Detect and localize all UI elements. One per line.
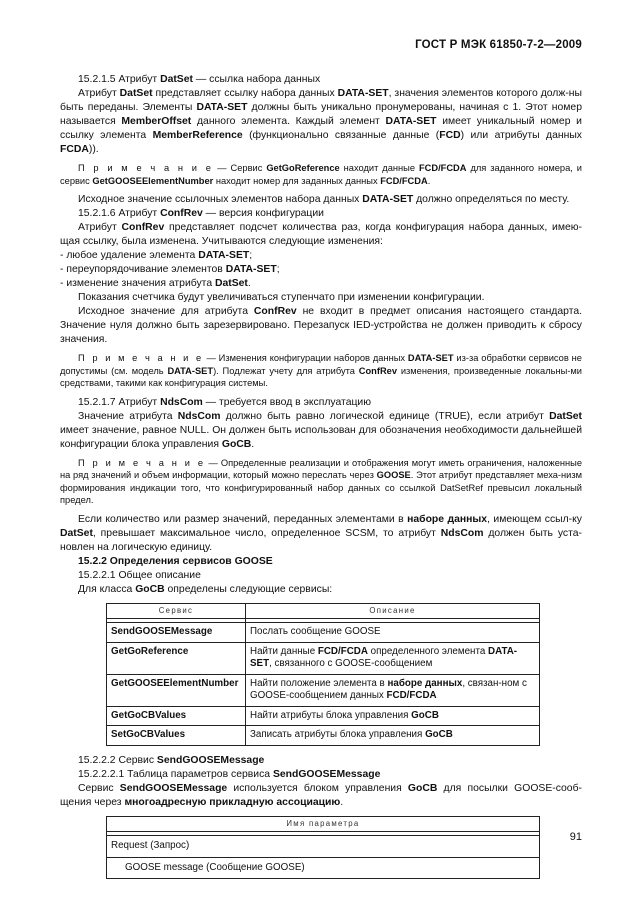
change-list-item: - любое удаление элемента DATA-SET; (60, 250, 253, 261)
datset-description: Атрибут DatSet представляет ссылку набора данных DATA-SET, значения элементов которого долж-ны быть переданы. Элементы DATA-SET должны быть уникально пронумерованы, начиная с 1. Этот номер называется MemberOffset данного элемента. Каждый элемент DATA-SET имеет уникальный номер и ссылку элемента MemberReference (функционально связанные данные (FCD) или атрибуты данных FCDA)). (60, 88, 582, 155)
table-row: Request (Запрос) (107, 836, 540, 858)
change-list-item: - изменение значения атрибута DatSet. (60, 278, 251, 289)
sendgoosemessage-description: Сервис SendGOOSEMessage используется блоком управления GoCB для посылки GOOSE-сооб-щения через многоадресную прикладную ассоциацию. (60, 782, 582, 808)
services-table (106, 603, 540, 746)
document-header: ГОСТ Р МЭК 61850-7-2—2009 (415, 39, 582, 51)
confrev-description: Атрибут ConfRev представляет подсчет количества раз, когда конфигурация набора данных, имею-щая ссылку, была изменена. Учитываются следующие изменения: (60, 222, 582, 247)
table-row: GOOSE message (Сообщение GOOSE) (107, 857, 540, 879)
table-row: SetGoCBValues Записать атрибуты блока управления GoCB (107, 726, 540, 746)
column-header: Описание (246, 603, 540, 619)
ndscom-description: Значение атрибута NdsCom должно быть равно логической единице (TRUE), если атрибут DatSet имеет значение, равное NULL. Он должен быть использован для обозначения необходимости дальнейшей конфигурации блока управления GoCB. (60, 410, 582, 450)
column-header: Имя параметра (107, 816, 540, 832)
note-config-changes: П р и м е ч а н и е — Изменения конфигурации наборов данных DATA-SET из-за обработки сервисов не допустимы (см. модель DATA-SET). Подлежат учету для атрибута ConfRev изменения, произведенные локальны-ми средствами, такими как конфигурация системы. (60, 353, 582, 388)
table-row: GetGOOSEElementNumber Найти положение элемента в наборе данных, связан-ном с GOOSE-сообщением данных FCD/FCDA (107, 674, 540, 706)
change-list-item: - переупорядочивание элементов DATA-SET; (60, 264, 280, 275)
note-getgoreference: П р и м е ч а н и е — Сервис GetGoReference находит данные FCD/FCDA для заданного номера, и сервис GetGOOSEElementNumber находит номер для заданных данных FCD/FCDA. (60, 163, 582, 186)
table-row: GetGoReference Найти данные FCD/FCDA определенного элемента DATA-SET, связанного с GOOSE-сообщением (107, 642, 540, 674)
parameters-table (106, 816, 540, 880)
section-15-2-1-6-title: 15.2.1.6 Атрибут ConfRev — версия конфигурации (78, 208, 324, 219)
section-15-2-2-2-title: 15.2.2.2 Сервис SendGOOSEMessage (78, 754, 265, 766)
confrev-initial-value: Исходное значение для атрибута ConfRev не входит в предмет описания настоящего стандарта. Значение нуля должно быть зарезервировано. Перезапуск IED-устройства не должен приводить к сбросу значения. (60, 306, 583, 345)
note-goose-limits: П р и м е ч а н и е — Определенные реализации и отображения могут иметь ограничения, наложенные на ряд значений и объем информации, который можно переслать через GOOSE. Этот атрибут представляет меха-низм формирования индикации того, что конфигурированный набор данных со ссылкой DatSetRef превысил локальный предел. (60, 457, 582, 505)
page-number: 91 (569, 831, 582, 843)
column-header: Сервис (107, 603, 246, 619)
datset-initial-value: Исходное значение ссылочных элементов набора данных DATA-SET должно определяться по месту. (78, 194, 570, 205)
page-content (60, 73, 582, 879)
section-15-2-2-title: 15.2.2 Определения сервисов GOOSE (78, 555, 273, 567)
ndscom-overflow: Если количество или размер значений, переданных элементами в наборе данных, имеющем ссыл-ку DatSet, превышает максимальное число, определенное SCSM, то атрибут NdsCom должен быть уста-новлен на логическую единицу. (60, 513, 582, 553)
table-row: SendGOOSEMessage Послать сообщение GOOSE (107, 623, 540, 643)
section-15-2-2-2-1-title: 15.2.2.2.1 Таблица параметров сервиса SendGOOSEMessage (78, 768, 381, 780)
counter-increment-text: Показания счетчика будут увеличиваться ступенчато при изменении конфигурации. (78, 292, 485, 303)
gocb-services-intro: Для класса GoCB определены следующие сервисы: (78, 583, 333, 595)
section-15-2-1-7-title: 15.2.1.7 Атрибут NdsCom — требуется ввод в эксплуатацию (78, 396, 372, 408)
table-row: GetGoCBValues Найти атрибуты блока управления GoCB (107, 706, 540, 726)
section-15-2-2-1-title: 15.2.2.1 Общее описание (78, 569, 201, 581)
section-15-2-1-5-title: 15.2.1.5 Атрибут DatSet — ссылка набора данных (78, 74, 321, 85)
